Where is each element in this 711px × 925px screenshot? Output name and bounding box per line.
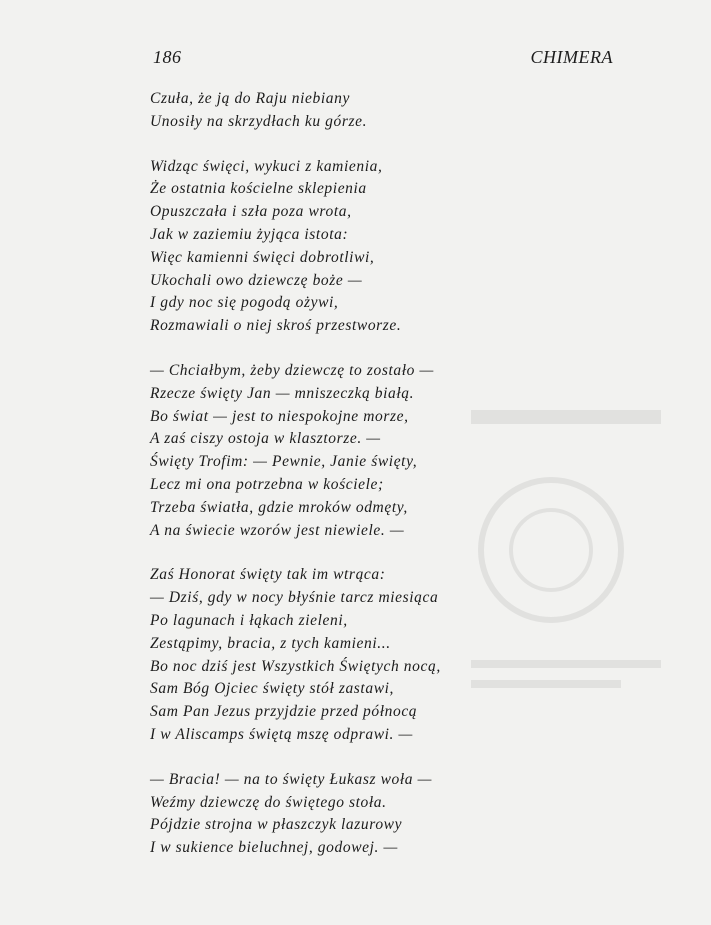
verse-line: Bo noc dziś jest Wszystkich Świętych nocą, <box>150 657 441 675</box>
verse-line: Sam Pan Jezus przyjdzie przed północą <box>150 703 418 721</box>
verse-line: — Dziś, gdy w nocy błyśnie tarcz miesiąca <box>150 589 439 607</box>
verse-line: Zaś Honorat święty tak im wtrąca: <box>150 566 386 584</box>
verse-line: I w sukience bieluchnej, godowej. — <box>150 839 398 857</box>
stanza <box>150 360 530 542</box>
verse-line: Pójdzie strojna w płaszczyk lazurowy <box>150 816 403 834</box>
verse-line: Bo świat — jest to niespokojne morze, <box>150 407 409 425</box>
verse-line: A na świecie wzorów jest niewiele. — <box>150 521 405 539</box>
verse-line: — Bracia! — na to święty Łukasz woła — <box>150 770 433 788</box>
verse-line: — Chciałbym, żeby dziewczę to zostało — <box>150 361 434 379</box>
verse-line: Lecz mi ona potrzebna w kościele; <box>150 475 384 493</box>
verse-line: Sam Bóg Ojciec święty stół zastawi, <box>150 680 395 698</box>
verse-line: Trzeba światła, gdzie mroków odmęty, <box>150 498 408 516</box>
verse-line: Zestąpimy, bracia, z tych kamieni... <box>150 634 391 652</box>
stanza <box>150 564 530 746</box>
page-number: 186 <box>153 47 182 67</box>
verse-line: Rzecze święty Jan — mniszeczką białą. <box>150 384 415 402</box>
verse-line: Jak w zaziemiu żyjąca istota: <box>150 225 349 243</box>
running-title: CHIMERA <box>530 47 613 67</box>
stanza <box>150 88 530 134</box>
verse-line: Po lagunach i łąkach zieleni, <box>150 611 348 629</box>
verse-line: Ukochali owo dziewczę boże — <box>150 271 363 289</box>
verse-line: Święty Trofim: — Pewnie, Janie święty, <box>150 453 418 471</box>
verse-line: Czuła, że ją do Raju niebiany <box>150 90 350 107</box>
stanza <box>150 769 530 860</box>
verse-line: Więc kamienni święci dobrotliwi, <box>150 248 375 266</box>
verse-line: I w Aliscamps świętą mszę odprawi. — <box>150 725 413 743</box>
verse-line: Weźmy dziewczę do świętego stoła. <box>150 793 387 811</box>
verse-line: Rozmawiali o niej skroś przestworze. <box>150 317 402 335</box>
verse-line: A zaś ciszy ostoja w klasztorze. — <box>150 430 381 448</box>
verse-line: I gdy noc się pogodą ożywi, <box>150 294 339 312</box>
verse-line: Że ostatnia kościelne sklepienia <box>150 180 367 198</box>
verse-line: Unosiły na skrzydłach ku górze. <box>150 112 368 130</box>
verse-line: Widząc święci, wykuci z kamienia, <box>150 157 383 175</box>
poem-text <box>150 88 530 882</box>
verse-line: Opuszczała i szła poza wrota, <box>150 203 352 221</box>
page-header <box>153 47 613 71</box>
stanza <box>150 156 530 338</box>
